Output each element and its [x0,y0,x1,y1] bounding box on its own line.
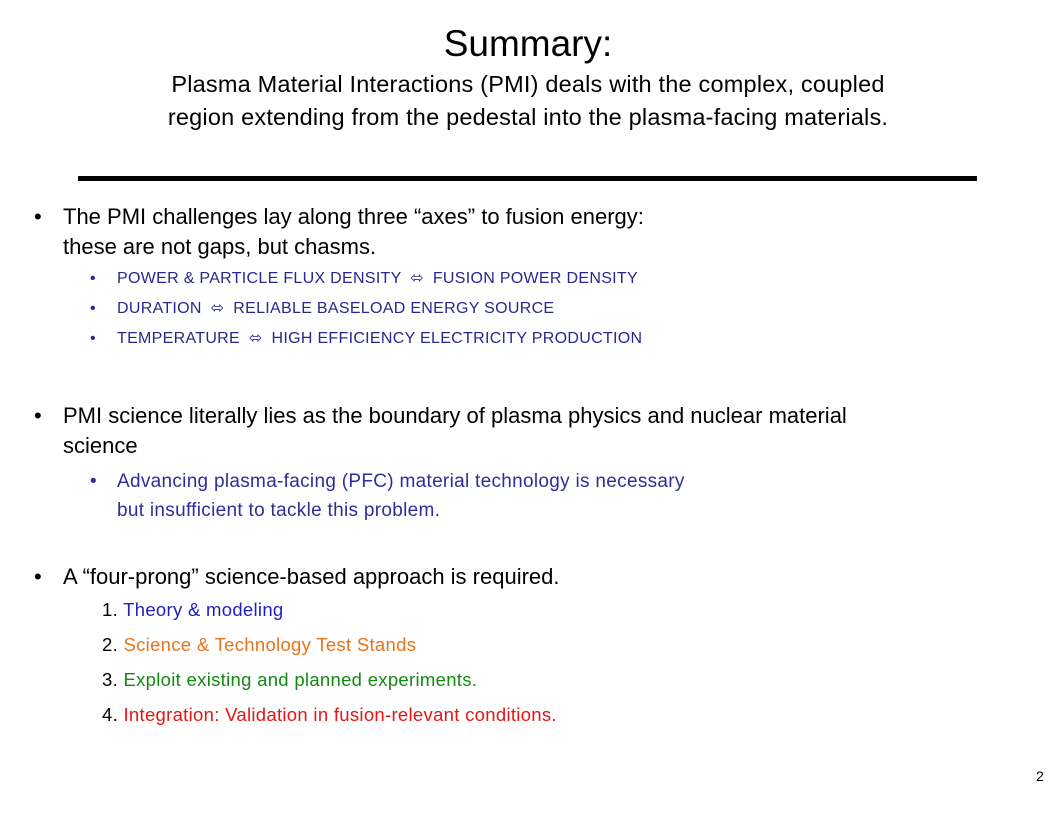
item-text: Theory & modeling [123,599,284,620]
numbered-item-theory [102,598,284,622]
axis-name: POWER & PARTICLE FLUX DENSITY [117,270,402,287]
sub-bullet-text-line-2: but insufficient to tackle this problem. [117,500,441,521]
numbered-item-integration [102,703,557,727]
subtitle-line-1: Plasma Material Interactions (PMI) deals with the complex, coupled [171,71,885,97]
sub-bullet-text-line-1: Advancing plasma-facing (PFC) material technology is necessary [117,471,685,492]
sub-bullet-marker: • [90,270,96,287]
sub-bullet-text [117,299,554,319]
item-text: Science & Technology Test Stands [123,634,417,655]
bullet-marker: • [34,204,42,229]
item-number: 4. [102,704,119,725]
item-number: 3. [102,669,119,690]
double-arrow-icon: ⬄ [410,270,424,287]
bullet-text-line-1: PMI science literally lies as the boundary of plasma physics and nuclear material [63,403,847,428]
page-number: 2 [1036,768,1044,784]
bullet-marker: • [34,403,42,428]
axis-goal: HIGH EFFICIENCY ELECTRICITY PRODUCTION [271,330,643,347]
axis-goal: FUSION POWER DENSITY [432,270,638,287]
numbered-item-experiments [102,668,477,692]
sub-bullet-marker: • [90,300,96,317]
bullet-text-line-1: A “four-prong” science-based approach is required. [63,564,560,589]
axis-name: DURATION [117,300,202,317]
slide-subtitle [60,68,996,134]
subtitle-line-2: region extending from the pedestal into the plasma-facing materials. [167,104,889,130]
axis-name: TEMPERATURE [117,330,241,347]
item-number: 1. [102,599,119,620]
axis-goal: RELIABLE BASELOAD ENERGY SOURCE [233,300,555,317]
item-number: 2. [102,634,119,655]
numbered-item-test-stands [102,633,416,657]
bullet-text-line-2: science [63,433,138,458]
double-arrow-icon: ⬄ [210,300,225,317]
sub-bullet-text [117,269,638,289]
bullet-text-line-2: these are not gaps, but chasms. [63,234,377,259]
sub-bullet-marker: • [90,471,97,492]
bullet-marker: • [34,564,42,589]
slide-title: Summary: [443,23,613,64]
sub-bullet-marker: • [90,330,96,347]
sub-bullet-text [117,329,642,349]
item-text: Integration: Validation in fusion-relevant conditions. [123,704,557,725]
bullet-text-line-1: The PMI challenges lay along three “axes” to fusion energy: [63,204,644,229]
item-text: Exploit existing and planned experiments. [123,669,478,690]
title-divider [78,176,977,181]
double-arrow-icon: ⬄ [248,330,263,347]
